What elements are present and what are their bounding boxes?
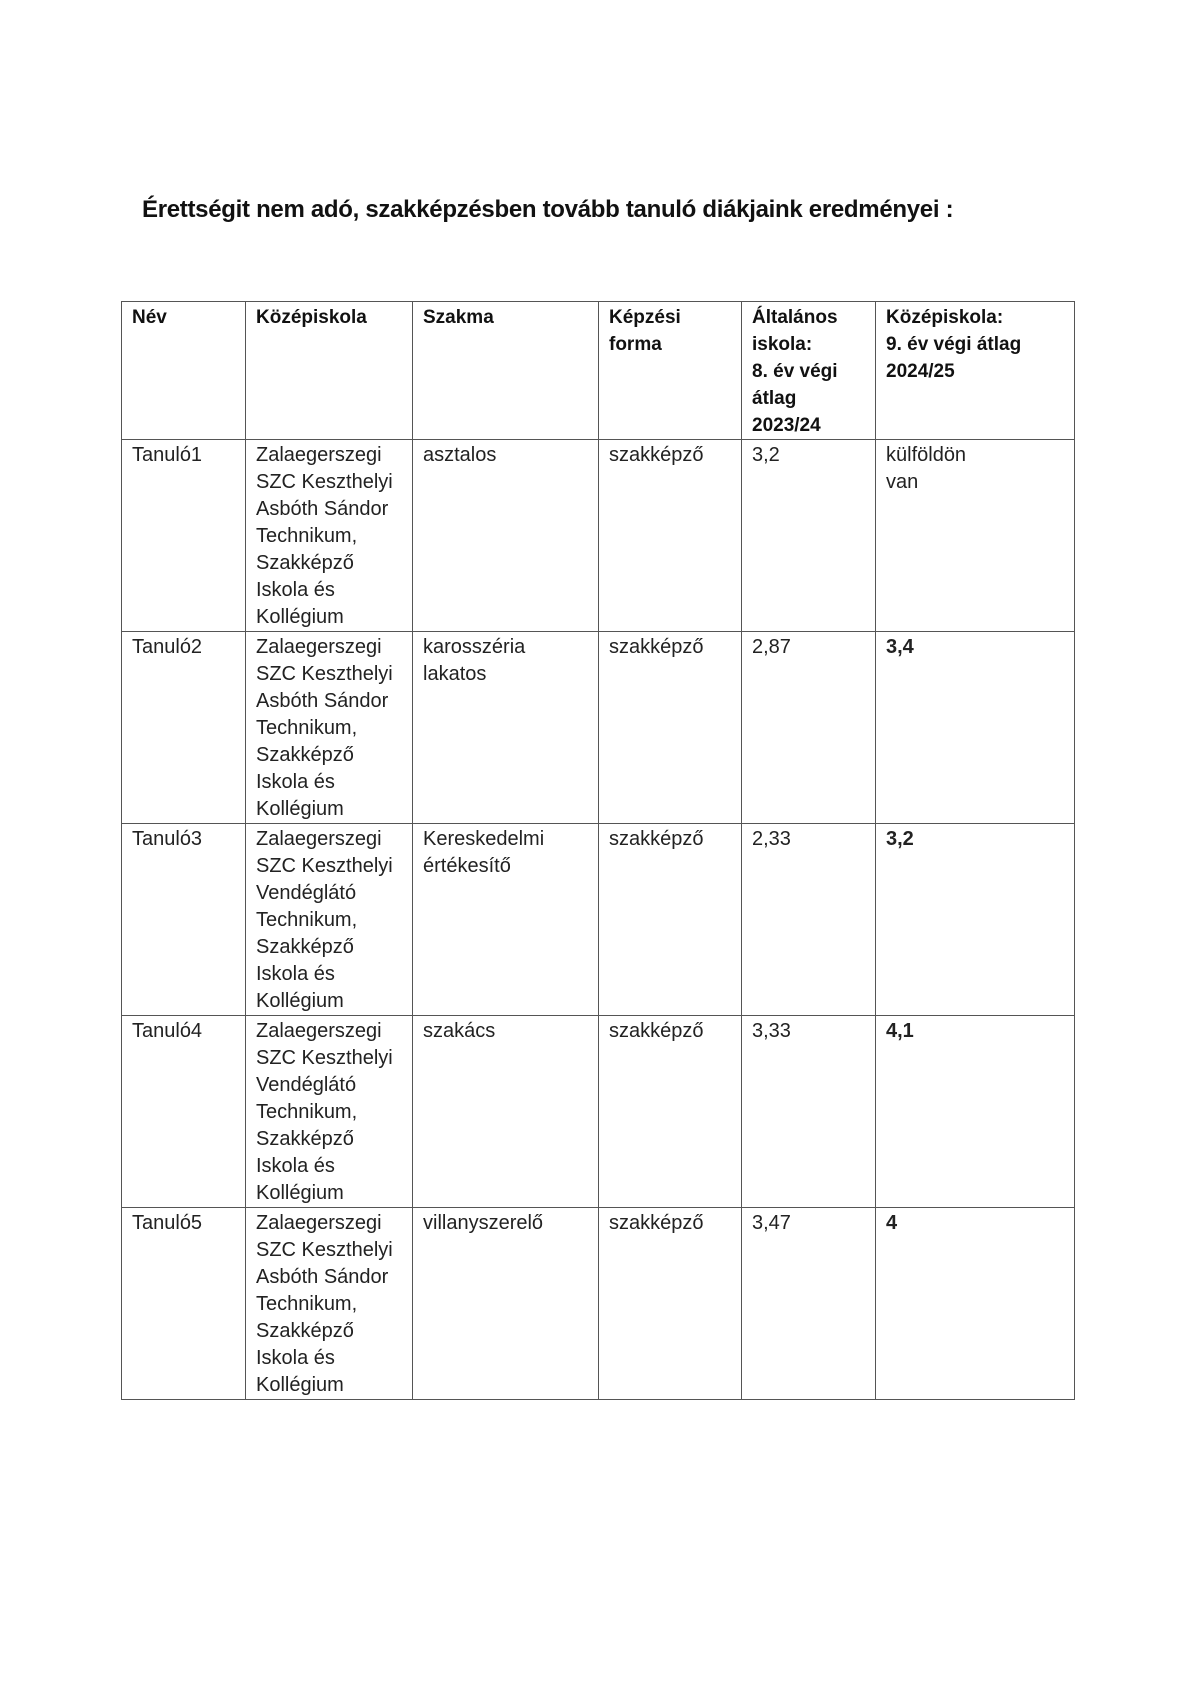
cell-line: Iskola és: [256, 1347, 335, 1369]
student-name-cell: Tanuló4: [122, 1016, 246, 1208]
profession-cell: [413, 440, 599, 632]
cell-line: értékesítő: [423, 855, 511, 877]
page-title: Érettségit nem adó, szakképzésben tovább tanuló diákjaink eredményei :: [142, 196, 954, 223]
avg-grade-8-cell: 2,87: [742, 632, 876, 824]
cell-line: SZC Keszthelyi: [256, 663, 393, 685]
school-cell: [246, 1016, 413, 1208]
table-header-row: [122, 302, 1075, 440]
header-kozepiskola: Középiskola: [246, 302, 413, 440]
cell-line: Vendéglátó: [256, 1074, 357, 1096]
avg-grade-8-cell: 3,47: [742, 1208, 876, 1400]
training-form-cell: szakképző: [599, 1208, 742, 1400]
cell-line: SZC Keszthelyi: [256, 471, 393, 493]
cell-line: Iskola és: [256, 963, 335, 985]
avg-grade-9-cell: [876, 632, 1075, 824]
cell-line: 3,4: [886, 636, 914, 658]
cell-line: Kollégium: [256, 1374, 344, 1396]
school-cell: [246, 632, 413, 824]
student-name-cell: Tanuló2: [122, 632, 246, 824]
header-nev: Név: [122, 302, 246, 440]
avg-grade-9-cell: [876, 824, 1075, 1016]
table-row: [122, 824, 1075, 1016]
header-line: Képzési: [609, 307, 681, 328]
cell-line: Technikum,: [256, 909, 358, 931]
cell-line: szakács: [423, 1020, 496, 1042]
school-cell: [246, 1208, 413, 1400]
header-line: Általános: [752, 307, 838, 328]
cell-line: karosszéria: [423, 636, 526, 658]
header-line: átlag: [752, 388, 797, 409]
cell-line: Technikum,: [256, 1101, 358, 1123]
cell-line: Kereskedelmi: [423, 828, 545, 850]
training-form-cell: szakképző: [599, 824, 742, 1016]
table-row: [122, 440, 1075, 632]
cell-line: Szakképző: [256, 744, 354, 766]
cell-line: SZC Keszthelyi: [256, 1047, 393, 1069]
cell-line: SZC Keszthelyi: [256, 1239, 393, 1261]
cell-line: asztalos: [423, 444, 497, 466]
school-cell: [246, 824, 413, 1016]
cell-line: van: [886, 471, 919, 493]
cell-line: Szakképző: [256, 1320, 354, 1342]
training-form-cell: szakképző: [599, 632, 742, 824]
cell-line: Zalaegerszegi: [256, 636, 382, 658]
training-form-cell: szakképző: [599, 1016, 742, 1208]
results-table: [121, 301, 1075, 1400]
header-line: 2023/24: [752, 415, 821, 436]
cell-line: Zalaegerszegi: [256, 1212, 382, 1234]
cell-line: lakatos: [423, 663, 487, 685]
cell-line: Zalaegerszegi: [256, 1020, 382, 1042]
cell-line: Technikum,: [256, 1293, 358, 1315]
table-row: [122, 1016, 1075, 1208]
avg-grade-9-cell: [876, 1016, 1075, 1208]
cell-line: Zalaegerszegi: [256, 828, 382, 850]
student-name-cell: Tanuló1: [122, 440, 246, 632]
avg-grade-9-cell: [876, 440, 1075, 632]
header-kozepiskola-atlag: [876, 302, 1075, 440]
cell-line: Vendéglátó: [256, 882, 357, 904]
avg-grade-8-cell: 2,33: [742, 824, 876, 1016]
cell-line: villanyszerelő: [423, 1212, 544, 1234]
profession-cell: [413, 824, 599, 1016]
cell-line: Asbóth Sándor: [256, 690, 389, 712]
cell-line: Iskola és: [256, 1155, 335, 1177]
avg-grade-8-cell: 3,2: [742, 440, 876, 632]
cell-line: Technikum,: [256, 525, 358, 547]
cell-line: 4,1: [886, 1020, 914, 1042]
cell-line: SZC Keszthelyi: [256, 855, 393, 877]
header-line: 8. év végi: [752, 361, 838, 382]
cell-line: Szakképző: [256, 936, 354, 958]
cell-line: Asbóth Sándor: [256, 498, 389, 520]
header-line: forma: [609, 334, 662, 355]
avg-grade-8-cell: 3,33: [742, 1016, 876, 1208]
header-line: iskola:: [752, 334, 813, 355]
header-line: 9. év végi átlag: [886, 334, 1022, 355]
cell-line: Szakképző: [256, 1128, 354, 1150]
cell-line: 3,2: [886, 828, 914, 850]
training-form-cell: szakképző: [599, 440, 742, 632]
header-line: Középiskola:: [886, 307, 1004, 328]
profession-cell: [413, 1016, 599, 1208]
header-line: 2024/25: [886, 361, 955, 382]
header-altalanos-atlag: [742, 302, 876, 440]
cell-line: Iskola és: [256, 579, 335, 601]
cell-line: 4: [886, 1212, 898, 1234]
cell-line: Szakképző: [256, 552, 354, 574]
header-szakma: Szakma: [413, 302, 599, 440]
cell-line: Kollégium: [256, 990, 344, 1012]
cell-line: külföldön: [886, 444, 967, 466]
cell-line: Iskola és: [256, 771, 335, 793]
cell-line: Zalaegerszegi: [256, 444, 382, 466]
profession-cell: [413, 1208, 599, 1400]
student-name-cell: Tanuló3: [122, 824, 246, 1016]
cell-line: Kollégium: [256, 798, 344, 820]
cell-line: Kollégium: [256, 1182, 344, 1204]
header-kepzesi-forma: [599, 302, 742, 440]
table-row: [122, 632, 1075, 824]
profession-cell: [413, 632, 599, 824]
cell-line: Kollégium: [256, 606, 344, 628]
school-cell: [246, 440, 413, 632]
student-name-cell: Tanuló5: [122, 1208, 246, 1400]
cell-line: Asbóth Sándor: [256, 1266, 389, 1288]
cell-line: Technikum,: [256, 717, 358, 739]
avg-grade-9-cell: [876, 1208, 1075, 1400]
table-row: [122, 1208, 1075, 1400]
